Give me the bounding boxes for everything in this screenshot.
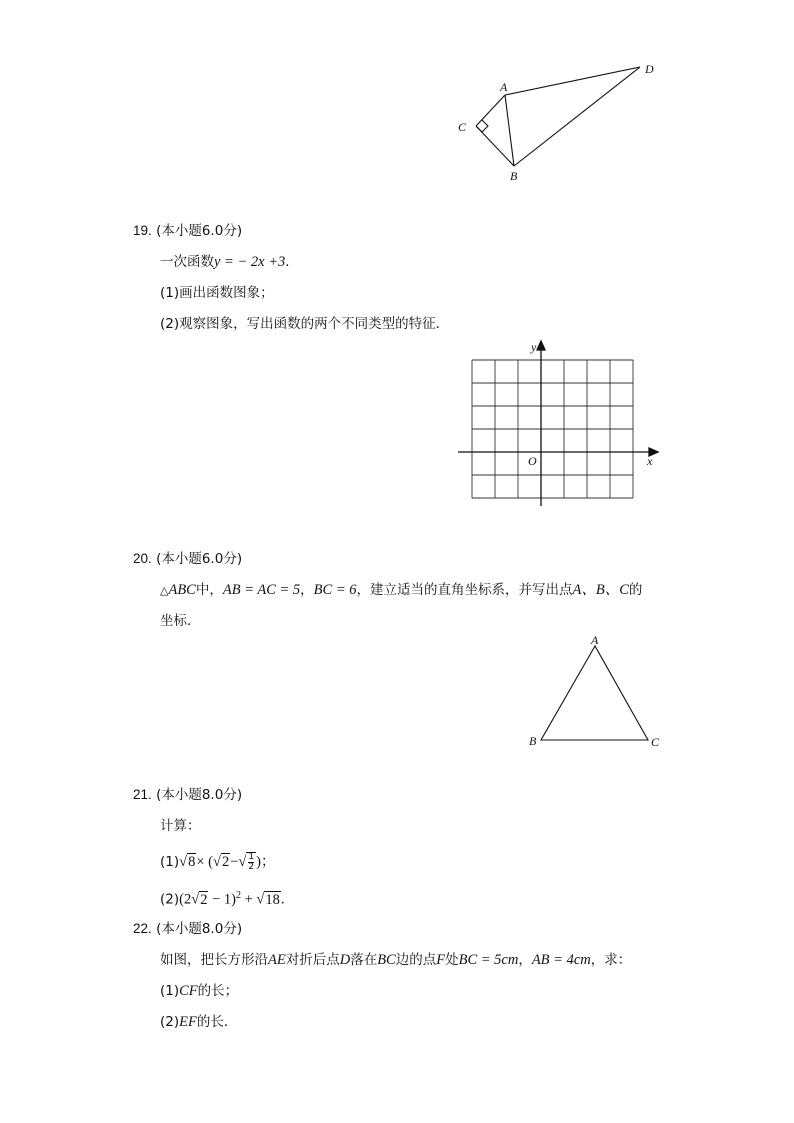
q21-p1-radicand2: 2	[221, 854, 230, 870]
q20-math-abc: ABC	[168, 582, 196, 598]
right-angle-mark	[476, 120, 488, 132]
q19-score: (本小题6.0分)	[156, 223, 243, 239]
q21-p2-label: (2)	[160, 891, 180, 908]
q21-p2-end: .	[280, 891, 285, 908]
q22-m5: BC = 5cm	[458, 952, 519, 968]
q21-number: 21.	[133, 787, 152, 802]
q21-p2-mid: − 1)	[208, 891, 236, 908]
label-a: A	[500, 80, 508, 94]
q21-header	[133, 786, 242, 804]
q22-s7: ，求：	[590, 952, 632, 968]
q22-number: 22.	[133, 921, 152, 936]
q19-stem-end: .	[285, 254, 290, 270]
q21-part2: $(2)(2√2 - 1)^2 + √18$.	[160, 890, 285, 908]
q21-p2-open: (2	[179, 891, 192, 908]
q22-part2	[160, 1013, 237, 1031]
q21-p2-plus: +	[240, 891, 257, 908]
x-axis-label: x	[647, 454, 653, 468]
q21-score: (本小题8.0分)	[156, 787, 243, 803]
q22-s5: 处	[445, 952, 459, 968]
q19-formula: y = − 2x +3	[214, 254, 286, 270]
q22-p2-label: (2)	[160, 1014, 180, 1030]
origin-label: O	[528, 454, 537, 468]
q22-score: (本小题8.0分)	[156, 921, 243, 937]
q19-stem-text: 一次函数	[160, 254, 214, 270]
q20-score: (本小题6.0分)	[156, 551, 243, 567]
q20-text-b: ，	[300, 582, 314, 598]
q22-stem	[160, 951, 631, 969]
q19-header	[133, 222, 242, 240]
q22-m1: AE	[268, 952, 286, 968]
y-axis-arrow	[537, 341, 545, 350]
q21-p1-label: (1)	[160, 854, 180, 870]
q19-part1: (1)画出函数图象；	[160, 285, 274, 301]
q22-p2-math: EF	[179, 1014, 197, 1030]
q22-s3: 落在	[350, 952, 378, 968]
segment-ab	[505, 95, 514, 166]
q20-points: A、B、C	[572, 582, 629, 598]
q21-intro: 计算：	[160, 818, 201, 834]
q22-p1-math: CF	[179, 983, 198, 999]
coordinate-grid	[455, 338, 665, 513]
q22-part1	[160, 982, 238, 1000]
q22-s2: 对折后点	[285, 952, 340, 968]
q22-p1-text: 的长；	[197, 983, 239, 999]
q20-header	[133, 550, 242, 568]
q22-s1: 如图，把长方形沿	[160, 952, 268, 968]
q21-p1-end: )；	[256, 854, 276, 870]
q22-p1-label: (1)	[160, 983, 180, 999]
triangle-abc	[541, 646, 648, 740]
q22-m2: D	[339, 952, 351, 968]
segment-ad	[505, 67, 640, 95]
q21-part1: (1)√8× (√2−√ $\frac{1}{2}$ )；	[160, 852, 276, 872]
q19-number: 19.	[133, 223, 152, 238]
q20-eq2: BC = 6	[313, 582, 357, 598]
q22-s4: 边的点	[395, 952, 437, 968]
q21-p1-minus: −	[230, 854, 239, 870]
tri-label-a: A	[591, 633, 599, 647]
q20-text-a: 中，	[195, 582, 223, 598]
q21-p1-fraction	[246, 852, 256, 872]
q21-p1-frac-num: 1	[248, 852, 255, 862]
q22-p2-text: 的长．	[196, 1014, 238, 1030]
q22-header	[133, 920, 242, 938]
q22-m6: AB = 4cm	[531, 952, 591, 968]
q20-text-d: 的	[628, 582, 643, 598]
q19-part2: (2)观察图象，写出函数的两个不同类型的特征．	[160, 316, 450, 332]
q20-text-c: ，建立适当的直角坐标系，并写出点	[356, 582, 573, 598]
tri-label-b: B	[529, 734, 537, 748]
quadrilateral-figure	[450, 55, 670, 190]
q22-m3: BC	[377, 952, 396, 968]
label-b: B	[510, 169, 518, 183]
q21-p1-times: × (	[196, 854, 213, 870]
q20-line2: 坐标．	[160, 613, 201, 629]
q21-p2-radicand2: 18	[265, 891, 280, 908]
label-c: C	[458, 120, 467, 134]
q21-p1-frac-den: 2	[248, 862, 255, 872]
segment-db	[514, 67, 640, 166]
triangle-symbol: △	[160, 584, 169, 597]
q19-stem	[160, 253, 290, 271]
q20-eq1: AB = AC = 5	[222, 582, 301, 598]
q21-p1-radicand1: 8	[188, 854, 196, 870]
tri-label-c: C	[651, 735, 660, 749]
q21-p2-exponent: 2	[235, 890, 241, 901]
q22-s6: ，	[518, 952, 532, 968]
q22-m4: F	[436, 952, 446, 968]
triangle-figure	[525, 632, 670, 752]
segment-ac	[476, 95, 505, 126]
y-axis-label: y	[531, 340, 537, 354]
label-d: D	[645, 62, 654, 76]
q21-p2-radicand1: 2	[200, 891, 208, 908]
q20-number: 20.	[133, 551, 152, 566]
q20-line1	[160, 581, 642, 600]
